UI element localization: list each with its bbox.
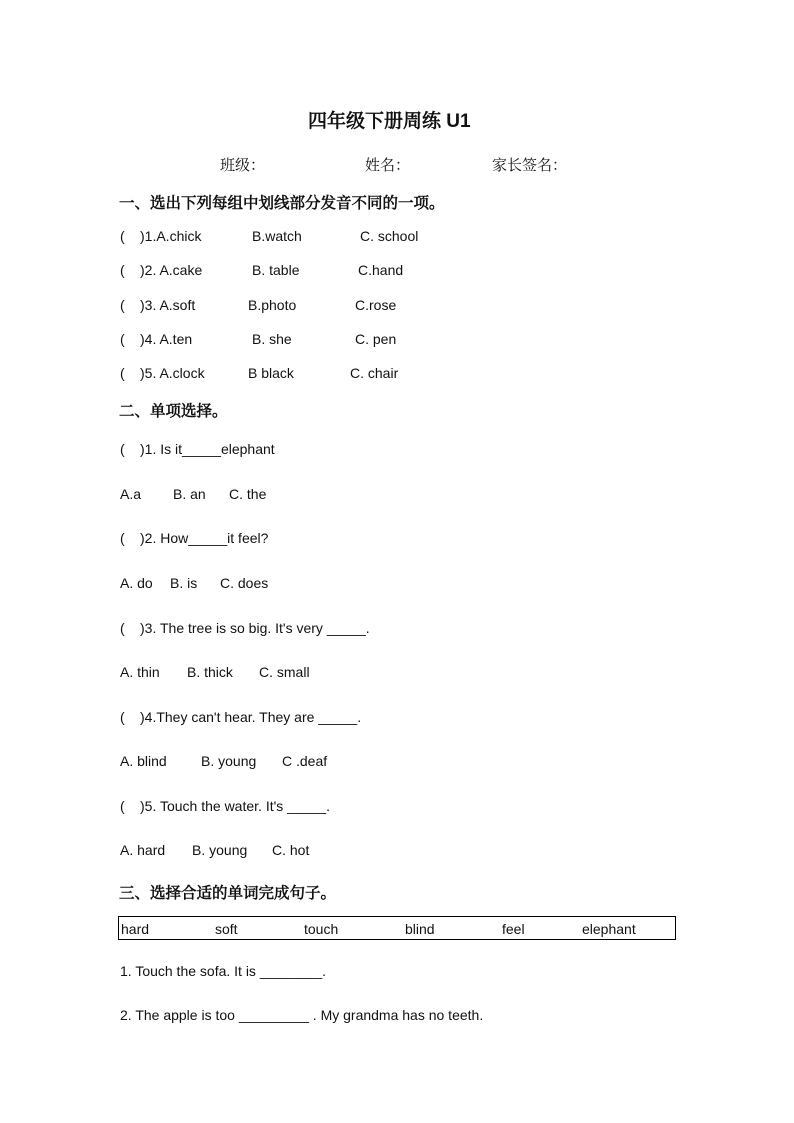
question-text: )2. How_____it feel? [140, 530, 269, 546]
section1-item-option-c: C. school [360, 228, 419, 244]
option-b: B. is [170, 575, 198, 591]
word-bank-item: soft [215, 921, 238, 937]
answer-paren: ( [120, 262, 125, 278]
section2-heading: 二、单项选择。 [119, 403, 228, 420]
answer-paren: ( [120, 331, 125, 347]
option-a: A.a [120, 486, 142, 502]
option-c: C. does [220, 575, 269, 591]
section1-item-text: )2. A.cake [140, 262, 203, 278]
section1-item-text: )1.A.chick [140, 228, 202, 244]
option-a: A. hard [120, 842, 166, 858]
question-paren: ( [120, 709, 125, 725]
word-bank-box [118, 916, 676, 940]
option-c: C. the [229, 486, 267, 502]
section1-item-option-c: C. pen [355, 331, 397, 347]
section1-item-option-b: B. table [252, 262, 300, 278]
word-bank-item: blind [405, 921, 435, 937]
name-label: 姓名： [365, 157, 411, 174]
question-paren: ( [120, 620, 125, 636]
section1-item-option-c: C.rose [355, 297, 397, 313]
section1-item-option-b: B.watch [252, 228, 302, 244]
section1-item-option-b: B black [248, 365, 294, 381]
option-a: A. do [120, 575, 153, 591]
word-bank-item: feel [502, 921, 525, 937]
question-paren: ( [120, 798, 125, 814]
option-c: C. small [259, 664, 310, 680]
option-b: B. young [201, 753, 257, 769]
section1-item-option-b: B. she [252, 331, 292, 347]
section1-item-option-c: C.hand [358, 262, 404, 278]
section1-item-option-b: B.photo [248, 297, 297, 313]
word-bank-item: hard [121, 921, 150, 937]
option-a: A. thin [120, 664, 160, 680]
question-text: )3. The tree is so big. It's very _____. [140, 620, 370, 636]
answer-paren: ( [120, 365, 125, 381]
word-bank-item: touch [304, 921, 339, 937]
word-bank-item: elephant [582, 921, 636, 937]
section1-heading: 一、选出下列每组中划线部分发音不同的一项。 [119, 195, 445, 212]
option-b: B. an [173, 486, 206, 502]
section1-item-text: )4. A.ten [140, 331, 193, 347]
fill-sentence: 2. The apple is too _________ . My grandma has no teeth. [120, 1007, 484, 1023]
class-label: 班级： [220, 157, 266, 174]
question-text: )4.They can't hear. They are _____. [140, 709, 362, 725]
option-c: C .deaf [282, 753, 328, 769]
parent-signature-label: 家长签名： [492, 157, 568, 174]
option-b: B. young [192, 842, 248, 858]
answer-paren: ( [120, 228, 125, 244]
section1-item-text: )5. A.clock [140, 365, 205, 381]
section3-heading: 三、选择合适的单词完成句子。 [119, 885, 337, 902]
question-text: )5. Touch the water. It's _____. [140, 798, 330, 814]
answer-paren: ( [120, 297, 125, 313]
option-a: A. blind [120, 753, 167, 769]
question-paren: ( [120, 441, 125, 457]
section1-item-text: )3. A.soft [140, 297, 196, 313]
fill-sentence: 1. Touch the sofa. It is ________. [120, 963, 327, 979]
option-c: C. hot [272, 842, 310, 858]
worksheet-title: 四年级下册周练 U1 [308, 111, 471, 132]
question-paren: ( [120, 530, 125, 546]
section1-item-option-c: C. chair [350, 365, 399, 381]
option-b: B. thick [187, 664, 233, 680]
question-text: )1. Is it_____elephant [140, 441, 275, 457]
